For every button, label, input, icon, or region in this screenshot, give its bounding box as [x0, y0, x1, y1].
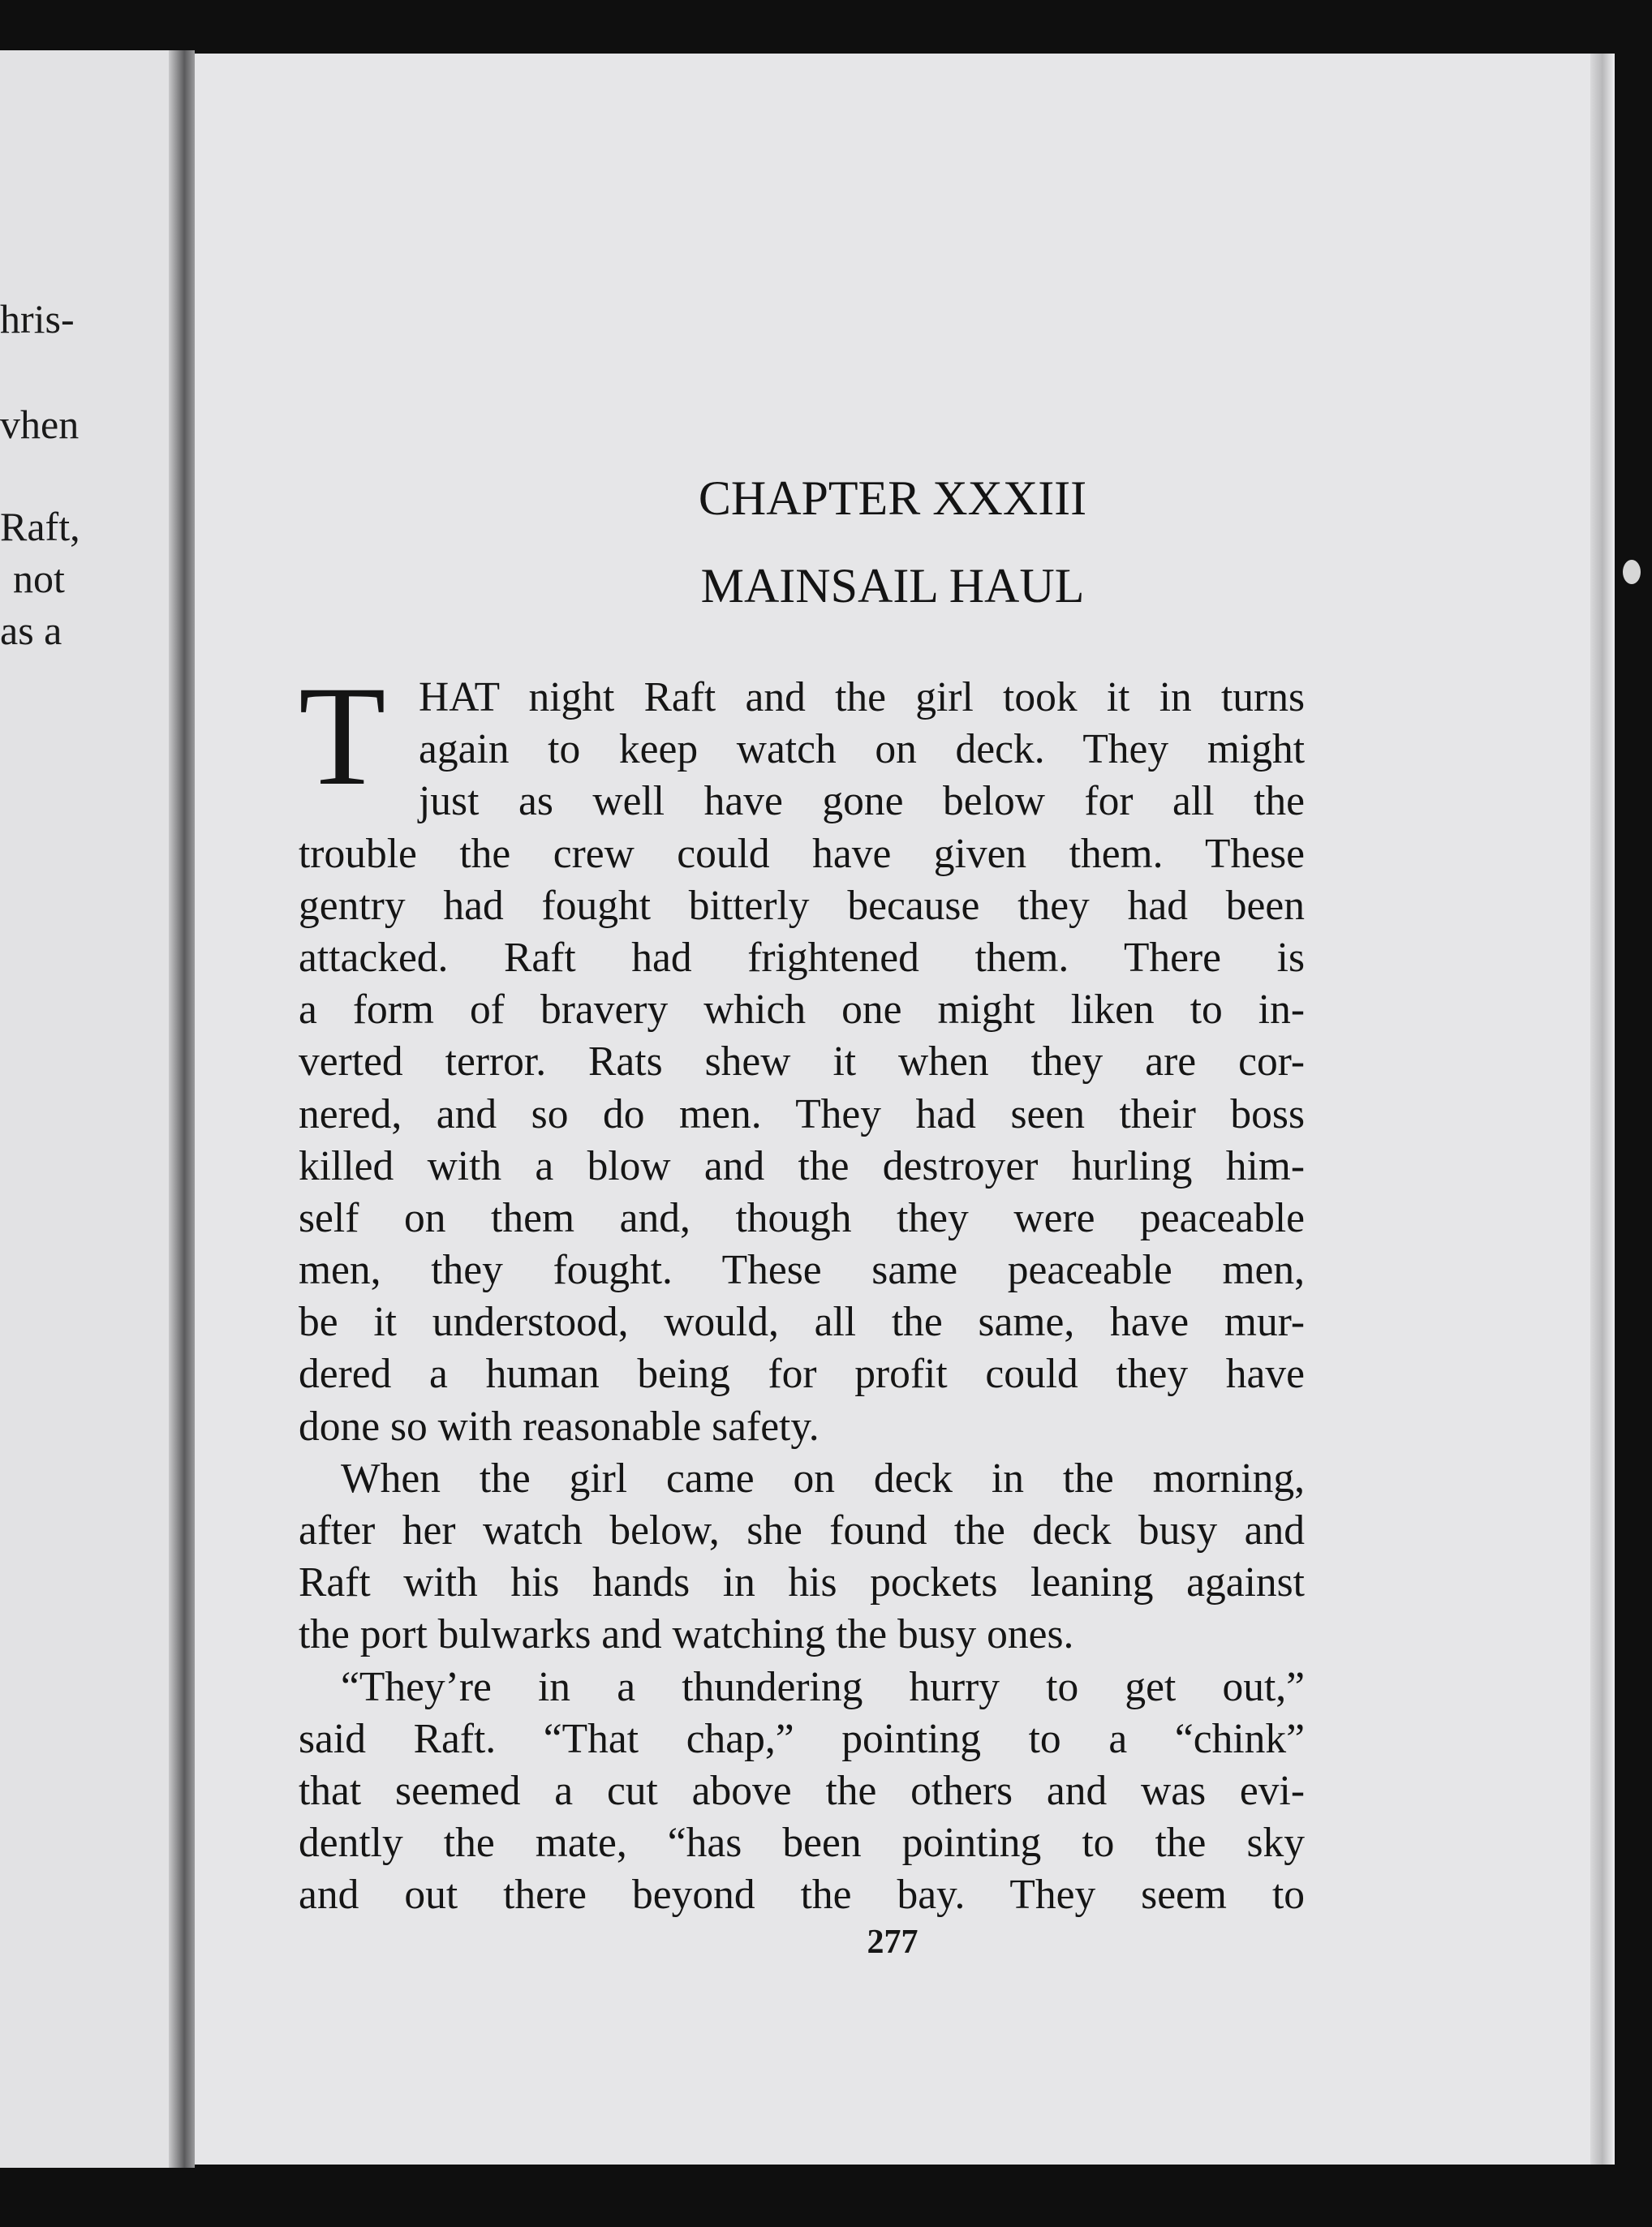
page-edge	[1590, 54, 1615, 2165]
text-line: said Raft. “That chap,” pointing to a “chink”	[299, 1715, 1305, 1762]
text-line: verted terror. Rats shew it when they are cor-	[299, 1038, 1305, 1086]
text-line: a form of bravery which one might liken to in-	[299, 987, 1305, 1034]
left-page-fragment: as a	[0, 608, 62, 653]
book-gutter	[169, 50, 195, 2168]
text-line: men, they fought. These same peaceable men,	[299, 1247, 1305, 1294]
text-line: killed with a blow and the destroyer hurling him-	[299, 1142, 1305, 1189]
text-line: the port bulwarks and watching the busy ones.	[299, 1611, 1074, 1658]
text-line: When the girl came on deck in the morning,	[341, 1455, 1305, 1502]
text-line: that seemed a cut above the others and was evi-	[299, 1767, 1305, 1814]
text-line: HAT night Raft and the girl took it in turns	[419, 674, 1305, 720]
left-page	[0, 50, 170, 2168]
chapter-number: CHAPTER XXXIII	[698, 471, 1087, 525]
left-page-fragment: hris-	[0, 296, 75, 342]
text-line: be it understood, would, all the same, have mur-	[299, 1299, 1305, 1346]
page-number: 277	[867, 1924, 918, 1961]
text-line: “They’re in a thundering hurry to get out,”	[341, 1663, 1305, 1710]
text-line: self on them and, though they were peaceable	[299, 1194, 1305, 1241]
text-line: Raft with his hands in his pockets leaning against	[299, 1559, 1305, 1606]
text-line: after her watch below, she found the deck busy and	[299, 1507, 1305, 1554]
text-line: trouble the crew could have given them. These	[299, 830, 1305, 877]
chapter-title: MAINSAIL HAUL	[700, 559, 1085, 613]
left-page-fragment: vhen	[0, 402, 80, 447]
drop-cap: T	[299, 657, 386, 815]
text-line: attacked. Raft had frightened them. There is	[299, 934, 1305, 981]
left-page-fragment: not	[13, 556, 65, 601]
text-line: just as well have gone below for all the	[419, 778, 1305, 825]
text-line: and out there beyond the bay. They seem to	[299, 1872, 1305, 1919]
text-line: dered a human being for profit could they have	[299, 1351, 1305, 1398]
text-line: done so with reasonable safety.	[299, 1403, 820, 1450]
text-line: nered, and so do men. They had seen their boss	[299, 1090, 1305, 1137]
text-line: dently the mate, “has been pointing to the sky	[299, 1820, 1305, 1867]
body-text	[299, 672, 1305, 1922]
left-page-fragment: Raft,	[0, 504, 80, 549]
text-line: gentry had fought bitterly because they had been	[299, 882, 1305, 929]
text-line: again to keep watch on deck. They might	[419, 726, 1305, 773]
edge-mark	[1623, 560, 1641, 584]
